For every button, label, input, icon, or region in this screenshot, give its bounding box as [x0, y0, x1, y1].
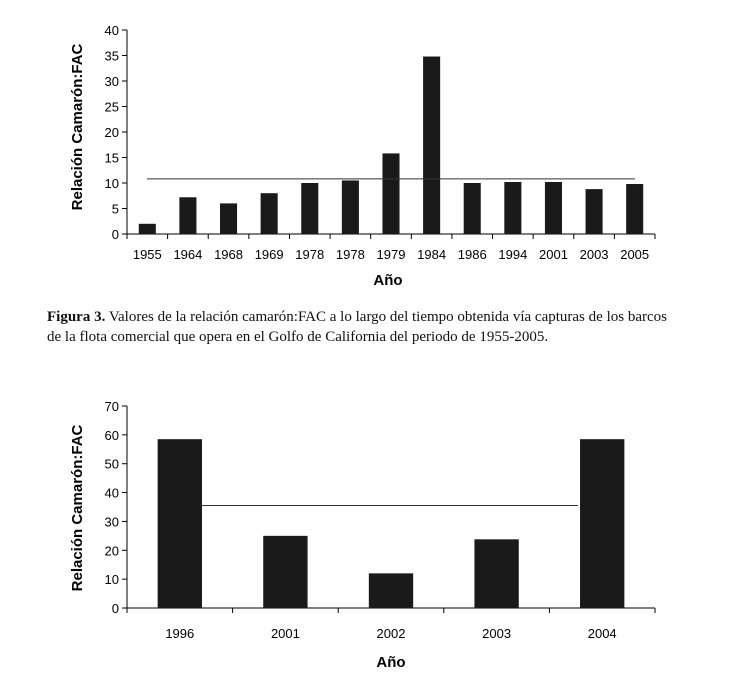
chart-1-x-tick-label: 1955 [132, 247, 162, 262]
chart-1-x-tick-label: 1994 [498, 247, 528, 262]
chart-1-x-tick-label: 1986 [457, 247, 487, 262]
chart-2-bar [263, 536, 307, 608]
chart-2-y-tick-label: 0 [111, 601, 119, 616]
chart-1-y-tick-label: 0 [111, 227, 119, 242]
chart-1-y-tick-label: 30 [104, 74, 119, 89]
chart-2 [0, 385, 750, 685]
chart-1 [0, 0, 750, 300]
chart-1-x-tick-label: 1979 [376, 247, 406, 262]
chart-1-bar [382, 153, 399, 234]
chart-2-bar [580, 439, 624, 608]
chart-2-ylabel: Relación Camarón:FAC [69, 424, 86, 592]
chart-1-bar [139, 224, 156, 234]
chart-2-y-tick-label: 20 [104, 543, 119, 559]
chart-2-x-tick-label: 2003 [482, 626, 512, 641]
chart-2-y-tick-label: 40 [104, 485, 119, 501]
chart-2-x-tick-label: 2004 [587, 626, 617, 641]
chart-2-bar [158, 439, 202, 608]
chart-1-y-tick-label: 40 [104, 23, 119, 38]
chart-1-bar [301, 183, 318, 234]
chart-2-y-tick-label: 70 [104, 399, 119, 414]
chart-1-bar [261, 193, 278, 234]
chart-1-ylabel: Relación Camarón:FAC [69, 43, 86, 211]
chart-1-y-tick-label: 5 [111, 201, 119, 217]
figure-caption-label: Figura 3. [47, 309, 106, 325]
chart-1-y-tick-label: 25 [104, 99, 119, 115]
chart-2-xlabel: Año [376, 654, 406, 671]
figure-caption [47, 307, 667, 347]
chart-1-y-tick-label: 10 [104, 176, 119, 191]
chart-1-x-tick-label: 1978 [335, 247, 365, 262]
chart-1-bar [626, 184, 643, 234]
chart-1-bar [179, 197, 196, 234]
chart-1-bar [586, 189, 603, 234]
chart-1-bar [423, 57, 440, 234]
chart-1-bar [545, 182, 562, 234]
chart-1-x-tick-label: 2005 [620, 247, 650, 262]
chart-2-y-tick-label: 50 [104, 456, 119, 472]
chart-1-xlabel: Año [373, 272, 403, 289]
chart-1-x-tick-label: 2001 [539, 247, 568, 262]
chart-1-x-tick-label: 1978 [295, 247, 325, 262]
chart-1-x-tick-label: 1984 [417, 247, 447, 262]
chart-2-bar [369, 573, 413, 608]
chart-2-bar [474, 539, 518, 608]
chart-1-x-tick-label: 1968 [214, 247, 243, 262]
chart-2-x-tick-label: 2002 [376, 626, 406, 641]
figure-caption-text: Valores de la relación camarón:FAC a lo largo del tiempo obtenida vía capturas de los barcos de la flota comercial que opera en el Golfo de California del periodo de 1955-2005. [47, 309, 667, 345]
chart-1-bar [464, 183, 481, 234]
chart-2-x-tick-label: 1996 [165, 626, 195, 641]
chart-1-bar [504, 182, 521, 234]
chart-1-x-tick-label: 2003 [579, 247, 609, 262]
chart-1-bar [342, 180, 359, 234]
chart-2-y-tick-label: 60 [104, 427, 119, 443]
chart-1-x-tick-label: 1964 [173, 247, 203, 262]
chart-1-bar [220, 203, 237, 234]
chart-1-y-tick-label: 20 [104, 125, 119, 140]
chart-2-x-tick-label: 2001 [270, 626, 300, 641]
chart-1-x-tick-label: 1969 [254, 247, 284, 262]
chart-2-y-tick-label: 30 [104, 514, 119, 530]
chart-1-y-tick-label: 35 [104, 48, 119, 64]
chart-2-y-tick-label: 10 [104, 572, 119, 588]
chart-1-y-tick-label: 15 [104, 150, 119, 166]
